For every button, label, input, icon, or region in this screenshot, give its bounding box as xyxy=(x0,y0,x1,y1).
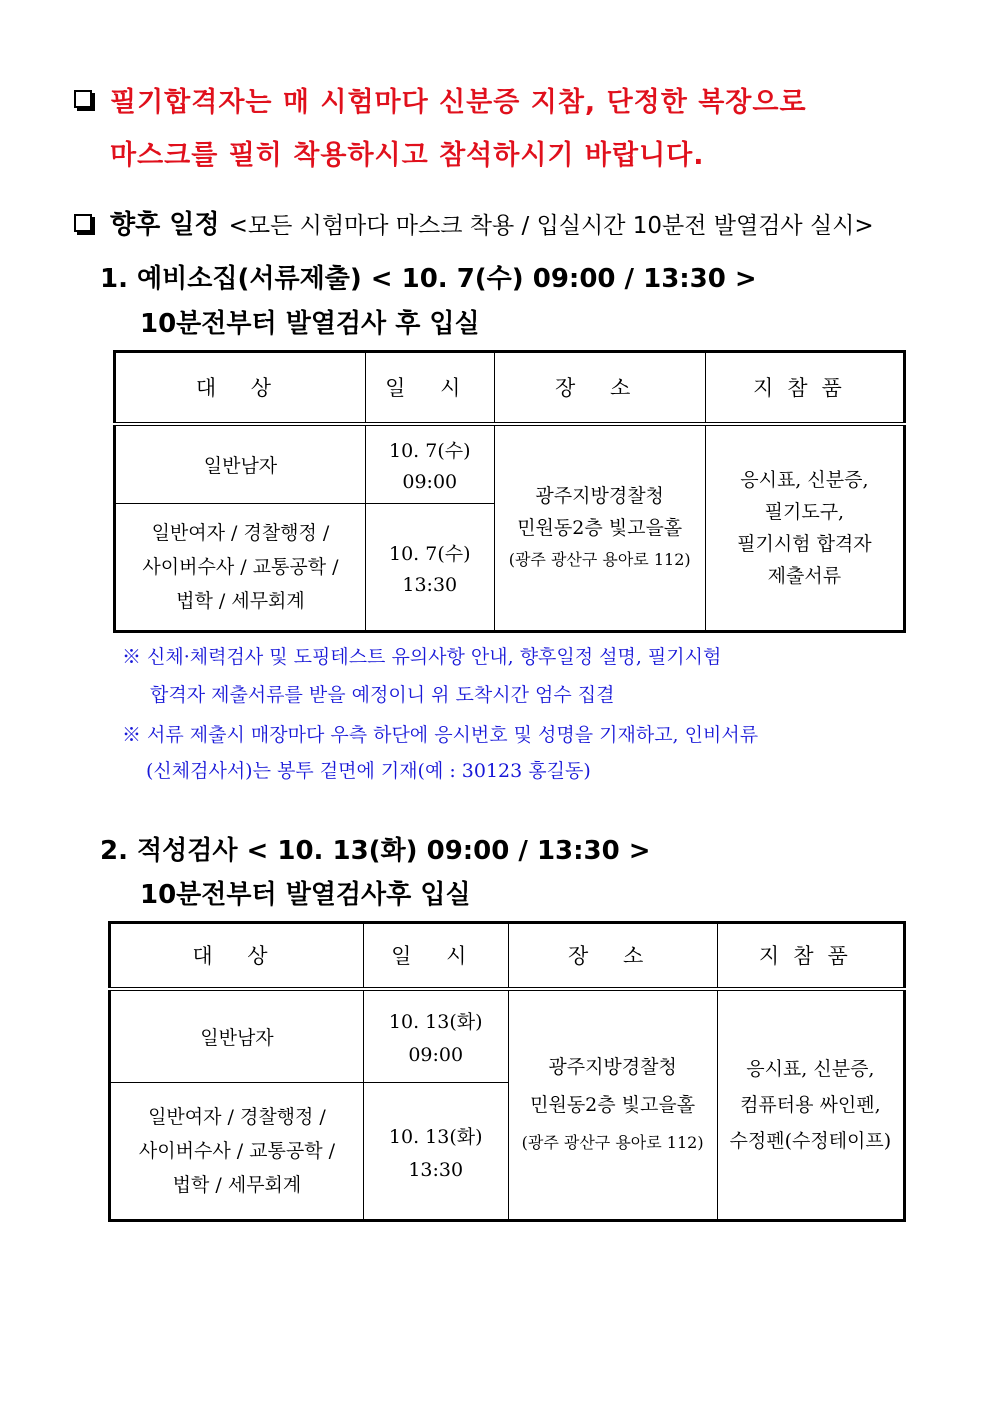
table-row xyxy=(110,989,905,1083)
section2-subheading: 10분전부터 발열검사후 입실 xyxy=(140,880,471,910)
items-cell xyxy=(717,989,904,1221)
place-cell xyxy=(508,989,717,1221)
section1-heading: 1. 예비소집(서류제출) < 10. 7(수) 09:00 / 13:30 > xyxy=(100,264,757,294)
schedule-heading xyxy=(110,204,874,241)
items-line: 필기도구, xyxy=(764,500,845,523)
place-line: 민원동2층 빛고을홀 xyxy=(517,516,683,539)
target-cell: 일반남자 xyxy=(110,989,364,1083)
notice-line-2: 마스크를 필히 착용하시고 참석하시기 바랍니다. xyxy=(110,140,705,171)
note-2-line-2: (신체검사서)는 봉투 겉면에 기재(예 : 30123 홍길동) xyxy=(146,760,591,782)
header-items: 지참품 xyxy=(717,923,904,989)
section1-subheading: 10분전부터 발열검사 후 입실 xyxy=(140,309,480,339)
header-place: 장 소 xyxy=(508,923,717,989)
target-line: 일반여자 / 경찰행정 / xyxy=(151,522,330,544)
note-1-line-1: ※ 신체·체력검사 및 도핑테스트 유의사항 안내, 향후일정 설명, 필기시험 xyxy=(122,646,722,668)
section2-heading: 2. 적성검사 < 10. 13(화) 09:00 / 13:30 > xyxy=(100,836,651,866)
schedule-title: 향후 일정 xyxy=(110,210,220,240)
header-target: 대 상 xyxy=(115,352,366,424)
place-cell xyxy=(494,424,705,632)
target-cell: 일반남자 xyxy=(115,424,366,504)
time-text: 13:30 xyxy=(402,573,458,596)
table-row xyxy=(115,424,905,504)
table-header-row xyxy=(110,923,905,989)
items-cell xyxy=(705,424,904,632)
checkbox-icon xyxy=(74,214,92,232)
time-text: 13:30 xyxy=(408,1158,464,1181)
datetime-cell xyxy=(365,504,494,632)
schedule-subtitle: <모든 시험마다 마스크 착용 / 입실시간 10분전 발열검사 실시> xyxy=(228,213,874,239)
target-line: 법학 / 세무회계 xyxy=(172,1174,302,1196)
checkbox-icon xyxy=(74,90,92,108)
place-address: (광주 광산구 용아로 112) xyxy=(508,549,691,569)
datetime-cell xyxy=(363,1083,508,1221)
date-text: 10. 7(수) xyxy=(389,542,471,565)
place-line: 광주지방경찰청 xyxy=(548,1055,677,1078)
place-line: 민원동2층 빛고을홀 xyxy=(530,1093,696,1116)
table-header-row xyxy=(115,352,905,424)
items-line: 컴퓨터용 싸인펜, xyxy=(740,1093,881,1116)
items-line: 응시표, 신분증, xyxy=(746,1057,875,1080)
items-line: 필기시험 합격자 xyxy=(737,532,872,555)
time-text: 09:00 xyxy=(408,1043,464,1066)
target-line: 법학 / 세무회계 xyxy=(176,590,305,612)
note-2-line-1: ※ 서류 제출시 매장마다 우측 하단에 응시번호 및 성명을 기재하고, 인비서류 xyxy=(122,724,759,746)
header-place: 장 소 xyxy=(494,352,705,424)
header-datetime: 일 시 xyxy=(363,923,508,989)
items-line: 수정펜(수정테이프) xyxy=(729,1129,892,1152)
header-items: 지참품 xyxy=(705,352,904,424)
target-line: 사이버수사 / 교통공학 / xyxy=(142,556,339,578)
target-cell xyxy=(110,1083,364,1221)
note-1-line-2: 합격자 제출서류를 받을 예정이니 위 도착시간 엄수 집결 xyxy=(150,684,615,706)
datetime-cell xyxy=(365,424,494,504)
place-address: (광주 광산구 용아로 112) xyxy=(521,1132,704,1152)
date-text: 10. 13(화) xyxy=(388,1010,483,1033)
header-datetime: 일 시 xyxy=(365,352,494,424)
notice-line-1: 필기합격자는 매 시험마다 신분증 지참, 단정한 복장으로 xyxy=(110,87,807,118)
date-text: 10. 7(수) xyxy=(389,439,471,462)
time-text: 09:00 xyxy=(402,470,458,493)
datetime-cell xyxy=(363,989,508,1083)
items-line: 제출서류 xyxy=(767,564,842,587)
section1-table xyxy=(113,350,906,633)
place-line: 광주지방경찰청 xyxy=(535,484,664,507)
target-cell xyxy=(115,504,366,632)
date-text: 10. 13(화) xyxy=(388,1125,483,1148)
target-line: 일반여자 / 경찰행정 / xyxy=(148,1106,326,1128)
items-line: 응시표, 신분증, xyxy=(740,468,869,491)
target-line: 사이버수사 / 교통공학 / xyxy=(138,1140,336,1162)
header-target: 대 상 xyxy=(110,923,364,989)
section2-table xyxy=(108,921,906,1222)
